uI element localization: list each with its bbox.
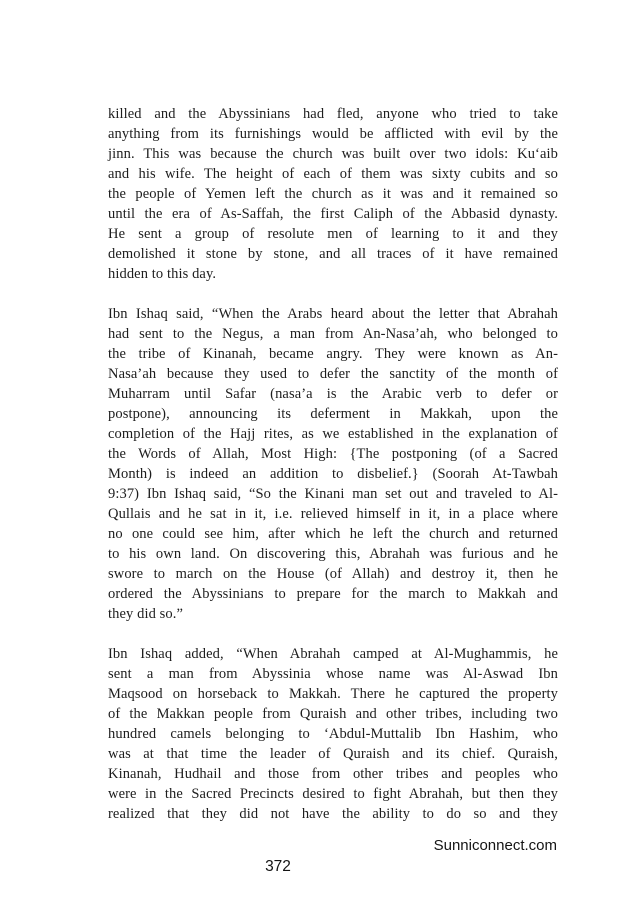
text-line: were in the Sacred Precincts desired to fight Abrahah, but then they: [108, 786, 558, 802]
text-line: the Words of Allah, Most High: {The postponing (of a Sacred: [108, 446, 558, 462]
text-line: demolished it stone by stone, and all traces of it have remained: [108, 246, 558, 262]
text-line: Maqsood on horseback to Makkah. There he captured the property: [108, 686, 558, 702]
text-block: [108, 104, 558, 844]
text-line: they did so.”: [108, 606, 183, 622]
text-line: Ibn Ishaq said, “When the Arabs heard about the letter that Abrahah: [108, 306, 558, 322]
text-line: ordered the Abyssinians to prepare for the march to Makkah and: [108, 586, 558, 602]
text-line: 9:37) Ibn Ishaq said, “So the Kinani man set out and traveled to Al-: [108, 486, 558, 502]
text-line: to his own land. On discovering this, Abrahah was furious and he: [108, 546, 558, 562]
text-line: swore to march on the House (of Allah) and destroy it, then he: [108, 566, 558, 582]
text-line: realized that they did not have the ability to do so and they: [108, 806, 558, 822]
text-line: Month) is indeed an addition to disbelief.} (Soorah At-Tawbah: [108, 466, 558, 482]
text-line: no one could see him, after which he left the church and returned: [108, 526, 558, 542]
text-line: Qullais and he sat in it, i.e. relieved himself in it, in a place where: [108, 506, 558, 522]
text-line: the people of Yemen left the church as it was and it remained so: [108, 186, 558, 202]
paragraph: [108, 104, 558, 284]
text-line: sent a man from Abyssinia whose name was Al-Aswad Ibn: [108, 666, 558, 682]
text-line: anything from its furnishings would be afflicted with evil by the: [108, 126, 558, 142]
paragraph: [108, 304, 558, 624]
text-line: had sent to the Negus, a man from An-Nasa’ah, who belonged to: [108, 326, 558, 342]
text-line: He sent a group of resolute men of learning to it and they: [108, 226, 558, 242]
paragraph: [108, 644, 558, 824]
text-line: of the Makkan people from Quraish and other tribes, including two: [108, 706, 558, 722]
text-line: was at that time the leader of Quraish and its chief. Quraish,: [108, 746, 558, 762]
text-line: jinn. This was because the church was built over two idols: Ku‘aib: [108, 146, 558, 162]
text-line: and his wife. The height of each of them was sixty cubits and so: [108, 166, 558, 182]
text-line: completion of the Hajj rites, as we established in the explanation of: [108, 426, 558, 442]
text-line: until the era of As-Saffah, the first Caliph of the Abbasid dynasty.: [108, 206, 558, 222]
text-line: Muharram until Safar (nasa’a is the Arabic verb to defer or: [108, 386, 558, 402]
watermark-text: Sunniconnect.com: [433, 837, 557, 854]
text-line: Kinanah, Hudhail and those from other tribes and peoples who: [108, 766, 558, 782]
text-line: killed and the Abyssinians had fled, anyone who tried to take: [108, 106, 558, 122]
text-line: postpone), announcing its deferment in Makkah, upon the: [108, 406, 558, 422]
text-line: Ibn Ishaq added, “When Abrahah camped at Al-Mughammis, he: [108, 646, 558, 662]
page-number: 372: [265, 858, 291, 875]
text-line: hidden to this day.: [108, 266, 217, 282]
text-line: hundred camels belonging to ‘Abdul-Muttalib Ibn Hashim, who: [108, 726, 558, 742]
text-line: the tribe of Kinanah, became angry. They were known as An-: [108, 346, 558, 362]
text-line: Nasa’ah because they used to defer the sanctity of the month of: [108, 366, 558, 382]
